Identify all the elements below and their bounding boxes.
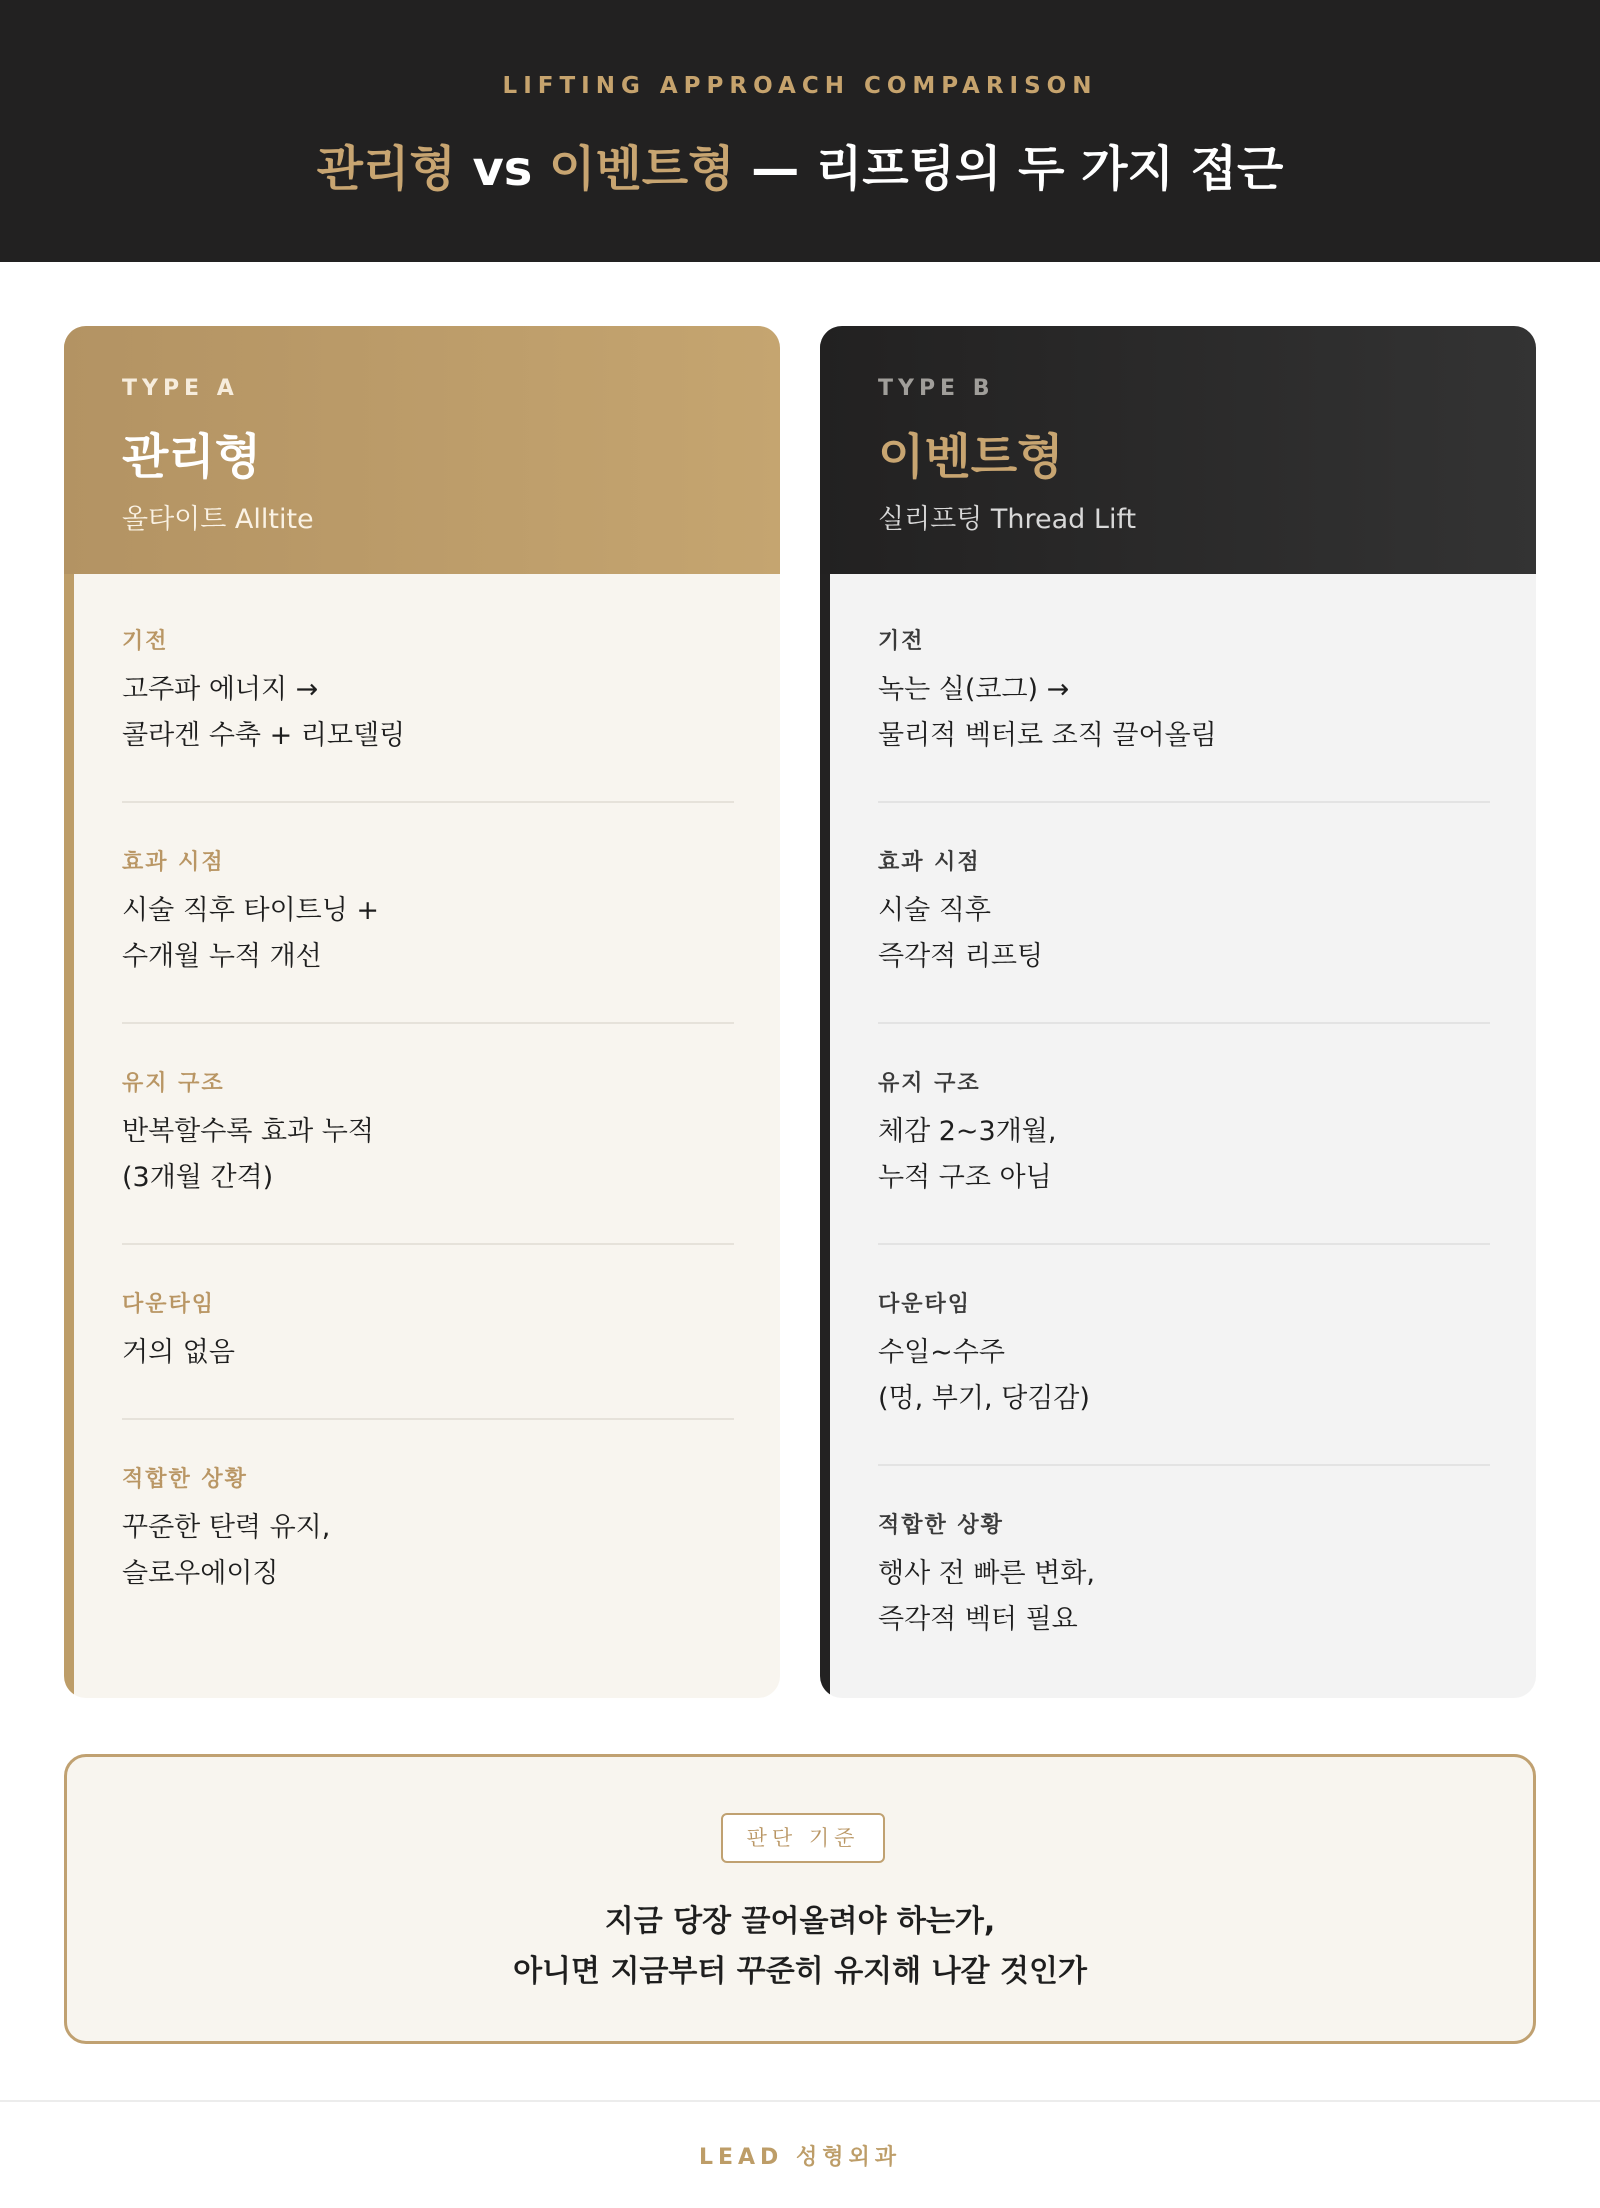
criteria-line: 아니면 지금부터 꾸준히 유지해 나갈 것인가 bbox=[513, 1954, 1087, 1989]
attribute-value bbox=[878, 888, 1490, 980]
card-header bbox=[820, 326, 1536, 574]
decision-criteria-box bbox=[64, 1754, 1536, 2044]
attribute-list bbox=[122, 624, 734, 1681]
attribute-row-onset bbox=[122, 845, 734, 1024]
footer-divider bbox=[0, 2100, 1600, 2102]
attribute-list bbox=[878, 624, 1490, 1698]
attribute-value bbox=[122, 1109, 734, 1201]
attribute-value bbox=[878, 667, 1490, 759]
type-b-card bbox=[820, 326, 1536, 1698]
criteria-line: 지금 당장 끌어올려야 하는가, bbox=[604, 1904, 996, 1939]
card-title: 이벤트형 bbox=[878, 429, 1064, 485]
attribute-row-suitable bbox=[878, 1508, 1490, 1685]
attribute-line: 누적 구조 아님 bbox=[878, 1162, 1052, 1193]
attribute-line: 슬로우에이징 bbox=[122, 1558, 279, 1589]
attribute-label: 유지 구조 bbox=[122, 1071, 225, 1096]
attribute-line: 수일~수주 bbox=[878, 1337, 1005, 1368]
attribute-label: 효과 시점 bbox=[122, 850, 225, 875]
card-subtitle: 실리프팅 Thread Lift bbox=[878, 504, 1137, 535]
attribute-row-maintenance bbox=[122, 1066, 734, 1245]
attribute-line: 즉각적 벡터 필요 bbox=[878, 1604, 1078, 1635]
attribute-row-maintenance bbox=[878, 1066, 1490, 1245]
attribute-label: 다운타임 bbox=[878, 1292, 972, 1317]
attribute-line: 꾸준한 탄력 유지, bbox=[122, 1512, 331, 1543]
card-header bbox=[64, 326, 780, 574]
attribute-line: 시술 직후 타이트닝 + bbox=[122, 895, 380, 926]
attribute-row-downtime bbox=[878, 1287, 1490, 1466]
title-managed: 관리형 bbox=[316, 141, 456, 197]
header-banner bbox=[0, 0, 1600, 262]
attribute-line: (멍, 부기, 당김감) bbox=[878, 1383, 1090, 1414]
attribute-row-mechanism bbox=[878, 624, 1490, 803]
card-subtitle: 올타이트 Alltite bbox=[122, 504, 314, 535]
attribute-value bbox=[122, 888, 734, 980]
attribute-label: 기전 bbox=[122, 629, 169, 654]
page-title bbox=[0, 130, 1600, 199]
attribute-row-downtime bbox=[122, 1287, 734, 1420]
attribute-value bbox=[122, 667, 734, 759]
attribute-line: 행사 전 빠른 변화, bbox=[878, 1558, 1095, 1589]
attribute-line: 수개월 누적 개선 bbox=[122, 941, 322, 972]
criteria-statement bbox=[67, 1897, 1533, 1997]
attribute-label: 다운타임 bbox=[122, 1292, 216, 1317]
attribute-line: 물리적 벡터로 조직 끌어올림 bbox=[878, 720, 1217, 751]
attribute-row-suitable bbox=[122, 1462, 734, 1639]
attribute-row-mechanism bbox=[122, 624, 734, 803]
title-rest: — 리프팅의 두 가지 접근 bbox=[734, 141, 1284, 197]
title-vs: vs bbox=[455, 141, 550, 197]
attribute-value bbox=[122, 1330, 734, 1376]
attribute-row-onset bbox=[878, 845, 1490, 1024]
attribute-value bbox=[878, 1330, 1490, 1422]
type-label: TYPE B bbox=[878, 376, 995, 401]
attribute-label: 유지 구조 bbox=[878, 1071, 981, 1096]
attribute-line: 체감 2~3개월, bbox=[878, 1116, 1057, 1147]
attribute-line: 콜라겐 수축 + 리모델링 bbox=[122, 720, 406, 751]
attribute-value bbox=[878, 1109, 1490, 1201]
attribute-value bbox=[878, 1551, 1490, 1643]
attribute-line: 즉각적 리프팅 bbox=[878, 941, 1044, 972]
attribute-line: 반복할수록 효과 누적 bbox=[122, 1116, 374, 1147]
attribute-line: (3개월 간격) bbox=[122, 1162, 274, 1193]
criteria-badge: 판단 기준 bbox=[721, 1813, 885, 1863]
card-title: 관리형 bbox=[122, 429, 262, 485]
attribute-label: 적합한 상황 bbox=[122, 1467, 248, 1492]
attribute-line: 고주파 에너지 → bbox=[122, 674, 319, 705]
type-label: TYPE A bbox=[122, 376, 239, 401]
attribute-label: 효과 시점 bbox=[878, 850, 981, 875]
attribute-line: 시술 직후 bbox=[878, 895, 991, 926]
attribute-value bbox=[122, 1505, 734, 1597]
attribute-line: 녹는 실(코그) → bbox=[878, 674, 1070, 705]
attribute-label: 기전 bbox=[878, 629, 925, 654]
header-eyebrow: LIFTING APPROACH COMPARISON bbox=[502, 73, 1098, 99]
title-event: 이벤트형 bbox=[549, 141, 735, 197]
type-a-card bbox=[64, 326, 780, 1698]
attribute-line: 거의 없음 bbox=[122, 1337, 235, 1368]
footer-brand: LEAD 성형외과 bbox=[698, 2145, 901, 2170]
attribute-label: 적합한 상황 bbox=[878, 1513, 1004, 1538]
